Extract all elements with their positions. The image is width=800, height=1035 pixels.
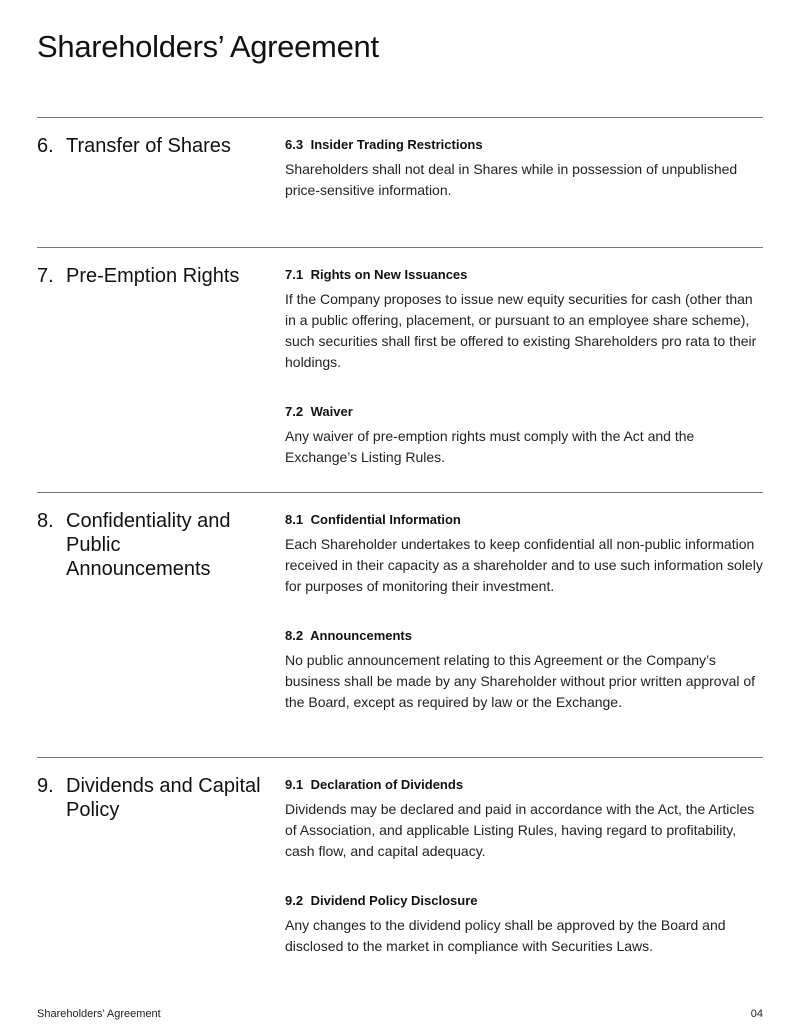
page-title: Shareholders’ Agreement bbox=[37, 29, 379, 64]
subsection-heading-text: Rights on New Issuances bbox=[310, 267, 468, 282]
subsection-body: No public announcement relating to this Agreement or the Company’s business shall be made by any Shareholder without prior written approval of the Board, except as required by law or the Exchange. bbox=[285, 652, 756, 710]
subsection-heading bbox=[285, 893, 765, 909]
subsection-body: Any waiver of pre-emption rights must comply with the Act and the Exchange’s Listing Rules. bbox=[285, 428, 695, 465]
subsection-heading-text: Dividend Policy Disclosure bbox=[310, 893, 478, 908]
subsection-number: 8.2 bbox=[285, 628, 304, 643]
subsection-heading-text: Confidential Information bbox=[310, 512, 461, 527]
subsection-body: Dividends may be declared and paid in accordance with the Act, the Articles of Association, and applicable Listing Rules, having regard to profitability, cash flow, and capital adequacy. bbox=[285, 801, 755, 859]
subsections bbox=[285, 777, 765, 988]
subsection-heading-text: Announcements bbox=[310, 628, 412, 643]
section-number: 8. bbox=[37, 510, 54, 532]
subsection-body: Each Shareholder undertakes to keep confidential all non-public information received in their capacity as a shareholder and to use such information solely for purposes of monitoring their investment. bbox=[285, 536, 763, 594]
subsection-heading-text: Declaration of Dividends bbox=[310, 777, 464, 792]
subsections bbox=[285, 267, 765, 499]
subsection-number: 7.2 bbox=[285, 404, 304, 419]
subsection-number: 9.2 bbox=[285, 893, 304, 908]
subsection-heading bbox=[285, 777, 765, 793]
subsection-heading bbox=[285, 404, 765, 420]
footer-title: Shareholders’ Agreement bbox=[37, 1008, 161, 1020]
section-number: 7. bbox=[37, 265, 54, 287]
section-title-text: Dividends and Capital Policy bbox=[66, 775, 261, 821]
section-number: 9. bbox=[37, 775, 54, 797]
subsection bbox=[285, 777, 765, 862]
subsection bbox=[285, 512, 765, 597]
subsection-body: Any changes to the dividend policy shall be approved by the Board and disclosed to the market in compliance with Securities Laws. bbox=[285, 917, 726, 954]
section-7 bbox=[37, 247, 763, 465]
subsections bbox=[285, 512, 765, 744]
subsection-heading bbox=[285, 512, 765, 528]
subsection bbox=[285, 267, 765, 373]
subsection-number: 8.1 bbox=[285, 512, 304, 527]
subsection-body: If the Company proposes to issue new equity securities for cash (other than in a public offering, placement, or pursuant to an employee share scheme), such securities shall first be offered to existing Shareholders pro rata to their holdings. bbox=[285, 291, 757, 370]
section-6 bbox=[37, 117, 763, 198]
subsection-number: 7.1 bbox=[285, 267, 304, 282]
subsection-heading-text: Waiver bbox=[310, 404, 353, 419]
subsection-heading bbox=[285, 137, 765, 153]
subsection bbox=[285, 893, 765, 957]
section-title-text: Confidentiality and Public Announcements bbox=[66, 510, 231, 580]
section-title-text: Pre-Emption Rights bbox=[66, 265, 240, 287]
section-8 bbox=[37, 492, 763, 710]
subsection-heading-text: Insider Trading Restrictions bbox=[310, 137, 483, 152]
page-number: 04 bbox=[750, 1008, 763, 1020]
subsection bbox=[285, 628, 765, 713]
subsection-heading bbox=[285, 267, 765, 283]
subsection-body: Shareholders shall not deal in Shares while in possession of unpublished price-sensitive information. bbox=[285, 161, 738, 198]
section-number: 6. bbox=[37, 135, 54, 157]
subsection-number: 9.1 bbox=[285, 777, 304, 792]
subsections bbox=[285, 137, 765, 232]
subsection-number: 6.3 bbox=[285, 137, 304, 152]
subsection-heading bbox=[285, 628, 765, 644]
section-9 bbox=[37, 757, 763, 954]
subsection bbox=[285, 404, 765, 468]
section-title-text: Transfer of Shares bbox=[66, 135, 231, 157]
subsection bbox=[285, 137, 765, 201]
